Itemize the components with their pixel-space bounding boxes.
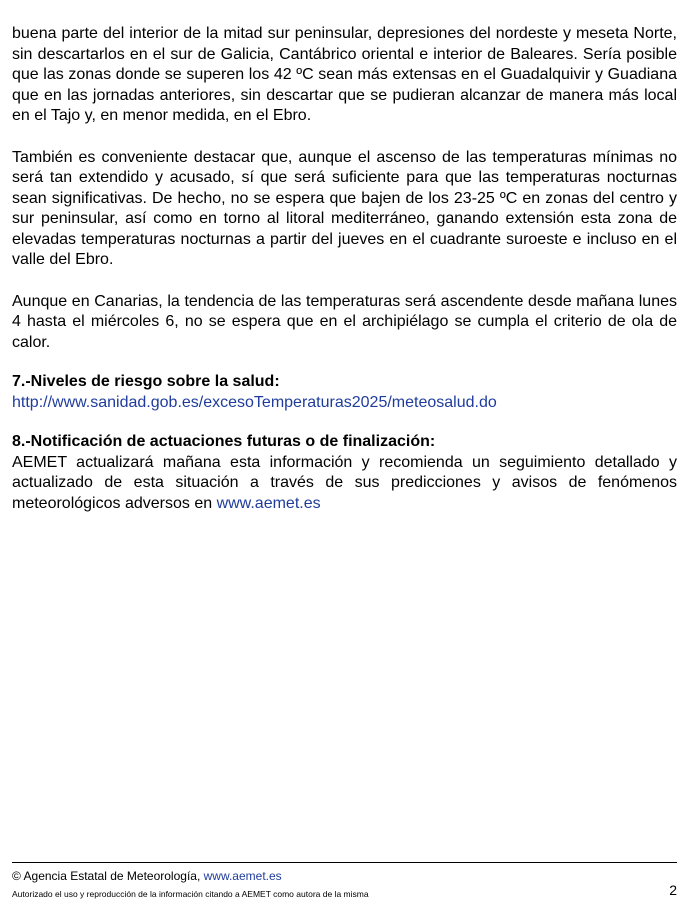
footer-authorization (12, 882, 677, 899)
aemet-link[interactable]: www.aemet.es (216, 494, 321, 512)
copyright-text: © Agencia Estatal de Meteorología, (12, 869, 204, 883)
footer-divider (12, 862, 677, 863)
authorization-text: Autorizado el uso y reproducción de la información citando a AEMET como autora de la misma (12, 889, 369, 899)
paragraph-canarias: Aunque en Canarias, la tendencia de las temperaturas será ascendente desde mañana lunes 4 hasta el miércoles 6, no se espera que en el archipiélago se cumpla el criterio de ola de calor. (12, 292, 677, 351)
paragraph-minimum-temperatures: También es conveniente destacar que, aunque el ascenso de las temperaturas mínimas no será tan extendido y acusado, sí que será suficiente para que las temperaturas nocturnas sean significativas. De hecho, no se espera que bajen de los 23-25 ºC en zonas del centro y sur peninsular, así como en torno al litoral mediterráneo, ganando extensión esta zona de elevadas temperaturas nocturnas a partir del jueves en el cuadrante suroeste e incluso en el valle del Ebro. (12, 148, 677, 268)
section-7-link-line (12, 393, 677, 414)
paragraph-heat-zones: buena parte del interior de la mitad sur peninsular, depresiones del nordeste y meseta Norte, sin descartarlos en el sur de Galicia, Cantábrico oriental e interior de Baleares. Sería posible que las zonas donde se superen los 42 ºC sean más extensas en el Guadalquivir y Guadiana que en las jornadas anteriores, sin descartar que se pudieran alcanzar de manera más local en el Tajo y, en menor medida, en el Ebro. (12, 25, 677, 124)
document-body (12, 24, 677, 514)
section-8-text (12, 453, 677, 515)
section-8-heading: 8.-Notificación de actuaciones futuras o de finalización: (12, 433, 436, 450)
page-number: 2 (669, 882, 677, 898)
footer-aemet-link[interactable]: www.aemet.es (203, 869, 282, 883)
meteosalud-link[interactable]: http://www.sanidad.gob.es/excesoTemperaturas2025/meteosalud.do (12, 393, 497, 411)
section-7-heading: 7.-Niveles de riesgo sobre la salud: (12, 373, 280, 390)
footer-copyright (12, 869, 677, 883)
page-footer (12, 862, 677, 899)
section-8-body: AEMET actualizará mañana esta información y recomienda un seguimiento detallado y actualizado de esta situación a través de sus predicciones y avisos de fenómenos meteorológicos adversos en (12, 453, 677, 512)
